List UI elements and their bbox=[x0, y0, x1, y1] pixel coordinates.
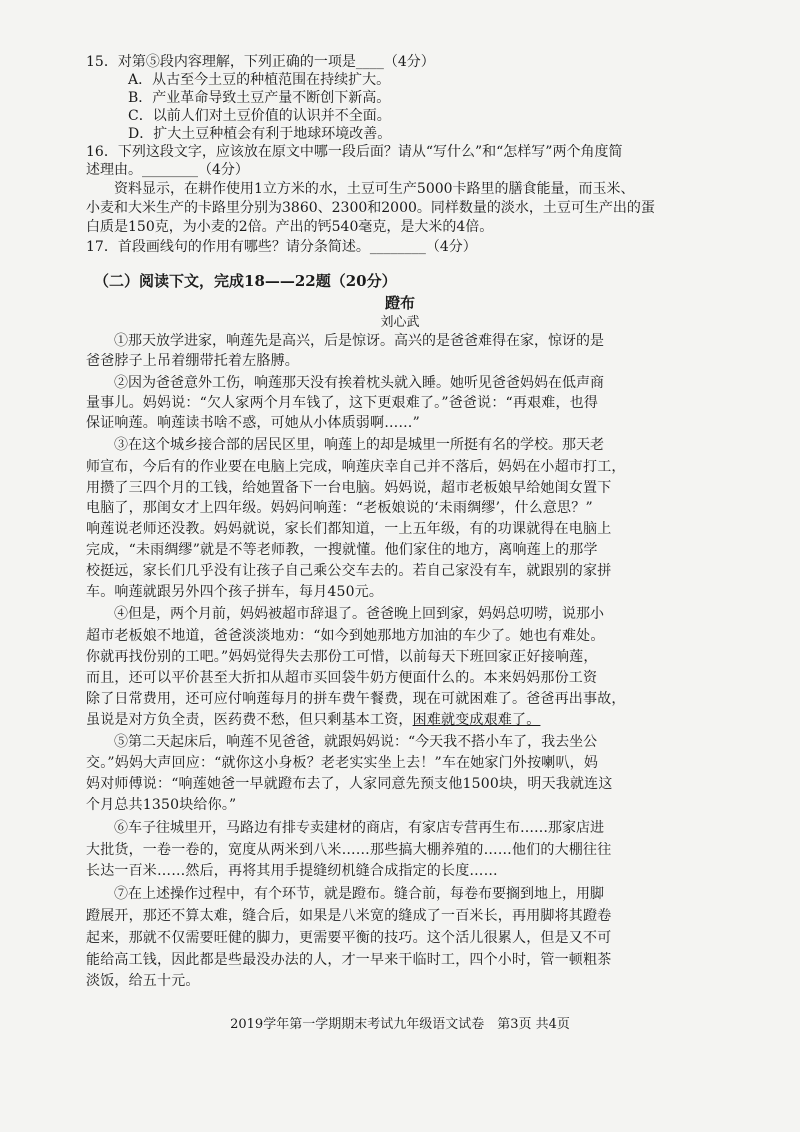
q15-option-c: C．以前人们对土豆价值的认识并不全面。 bbox=[128, 108, 391, 124]
q15-option-d: D．扩大土豆种植会有利于地球环境改善。 bbox=[128, 126, 392, 142]
paragraph-line: 能给高工钱，因此都是些最没办法的人，才一早来干临时工，四个小时，管一顿粗茶 bbox=[86, 952, 612, 968]
q16-quote-line-1: 资料显示，在耕作使用1立方米的水，土豆可生产5000卡路里的膳食能量，而玉米、 bbox=[114, 181, 635, 197]
q15-option-a: A．从古至今土豆的种植范围在持续扩大。 bbox=[128, 72, 391, 88]
paragraph-text: 虽说是对方负全责，医药费不愁，但只剩基本工资， bbox=[86, 712, 413, 728]
article-author: 刘心武 bbox=[380, 315, 420, 330]
paragraph-line: 长达一百米……然后，再将其用手提缝纫机缝合成指定的长度…… bbox=[86, 863, 498, 879]
paragraph-line: ⑥车子往城里开，马路边有排专卖建材的商店，有家店专营再生布……那家店进 bbox=[114, 820, 604, 836]
paragraph-line: 起来，那就不仅需要旺健的脚力，更需要平衡的技巧。这个活儿很累人，但是又不可 bbox=[86, 930, 612, 946]
paragraph-line: ⑦在上述操作过程中，有个环节，就是蹬布。缝合前，每卷布要搁到地上，用脚 bbox=[114, 886, 604, 902]
paragraph-line: 个月总共1350块给你。” bbox=[86, 797, 237, 813]
paragraph-line: ④但是，两个月前，妈妈被超市辞退了。爸爸晚上回到家，妈妈总叨唠，说那小 bbox=[114, 606, 604, 622]
paragraph-line: 爸爸脖子上吊着绷带托着左胳膊。 bbox=[86, 353, 299, 369]
paragraph-line: 除了日常费用，还可应付响莲每月的拼车费午餐费，现在可就困难了。爸爸再出事故， bbox=[86, 691, 626, 707]
paragraph-line: ①那天放学进家，响莲先是高兴，后是惊讶。高兴的是爸爸难得在家，惊讶的是 bbox=[114, 333, 604, 349]
paragraph-line: 响莲说老师还没教。妈妈就说，家长们都知道，一上五年级，有的功课就得在电脑上 bbox=[86, 521, 612, 537]
q15-option-b: B．产业革命导致土豆产量不断创下新高。 bbox=[128, 90, 391, 106]
paragraph-line: 保证响莲。响莲读书啥不惑，可她从小体质弱啊……” bbox=[86, 415, 420, 431]
q16-quote-line-3: 白质是150克，为小麦的2倍。产出的钙540毫克，是大米的4倍。 bbox=[86, 219, 494, 235]
q15-stem: 15．对第⑤段内容理解，下列正确的一项是____（4分） bbox=[86, 54, 435, 70]
q16-quote-line-2: 小麦和大米生产的卡路里分别为3860、2300和2000。同样数量的淡水，土豆可生产出的蛋 bbox=[86, 200, 655, 216]
paragraph-line: 师宣布，今后有的作业要在电脑上完成，响莲庆幸自己并不落后，妈妈在小超市打工， bbox=[86, 459, 626, 475]
paragraph-line: 你就再找份别的工吧。”妈妈觉得失去那份工可惜，以前每天下班回家正好接响莲， bbox=[86, 649, 598, 665]
paragraph-line: 交。”妈妈大声回应：“就你这小身板？老老实实坐上去！”车在她家门外按喇叭，妈 bbox=[86, 755, 599, 771]
section-heading: （二）阅读下文，完成18——22题（20分） bbox=[94, 272, 397, 290]
q17-stem: 17．首段画线句的作用有哪些？请分条简述。________（4分） bbox=[86, 239, 477, 255]
paragraph-line: 大批货，一卷一卷的，宽度从两米到八米……那些搞大棚养殖的……他们的大棚往往 bbox=[86, 842, 612, 858]
paragraph-line: 淡饭，给五十元。 bbox=[86, 973, 200, 989]
paragraph-line: 蹬展开，那还不算太难，缝合后，如果是八米宽的缝成了一百米长，再用脚将其蹬卷 bbox=[86, 908, 612, 924]
underlined-sentence: 困难就变成艰难了。 bbox=[412, 712, 541, 728]
paragraph-line: 而且，还可以平价甚至大折扣从超市买回袋牛奶方便面什么的。本来妈妈那份工资 bbox=[86, 670, 598, 686]
paragraph-line: 妈对师傅说：“响莲她爸一早就蹬布去了，人家同意先预支他1500块，明天我就连这 bbox=[86, 776, 613, 792]
paragraph-line: 用攒了三四个月的工钱，给她置备下一台电脑。妈妈说，超市老板娘早给她闺女置下 bbox=[86, 480, 612, 496]
q16-line-2: 述理由。________（4分） bbox=[86, 162, 249, 178]
paragraph-line: 超市老板娘不地道，爸爸淡淡地劝：“如今到她那地方加油的车少了。她也有难处。 bbox=[86, 628, 605, 644]
paragraph-line: 校挺远，家长们几乎没有让孩子自己乘公交车去的。若自己家没有车，就跟别的家拼 bbox=[86, 563, 612, 579]
page-footer: 2019学年第一学期期末考试九年级语文试卷 第3页 共4页 bbox=[230, 1017, 570, 1032]
paragraph-line: ③在这个城乡接合部的居民区里，响莲上的却是城里一所挺有名的学校。那天老 bbox=[114, 437, 604, 453]
paragraph-line: 车。响莲就跟另外四个孩子拼车，每月450元。 bbox=[86, 584, 384, 600]
article-title: 蹬布 bbox=[384, 294, 415, 312]
q16-line-1: 16．下列这段文字，应该放在原文中哪一段后面？请从“写什么”和“怎样写”两个角度简 bbox=[86, 144, 623, 160]
paragraph-line: 电脑了，那闺女才上四年级。妈妈问响莲：“老板娘说的‘未雨绸缪’，什么意思？” bbox=[86, 500, 593, 516]
paragraph-line: 量事儿。妈妈说：“欠人家两个月车钱了，这下更艰难了。”爸爸说：“再艰难，也得 bbox=[86, 395, 599, 411]
paragraph-line-with-underline bbox=[86, 711, 704, 729]
paragraph-line: ⑤第二天起床后，响莲不见爸爸，就跟妈妈说：“今天我不搭小车了，我去坐公 bbox=[114, 734, 598, 750]
paragraph-line: 完成，“未雨绸缪”就是不等老师教，一搜就懂。他们家住的地方，离响莲上的那学 bbox=[86, 542, 598, 558]
paragraph-line: ②因为爸爸意外工伤，响莲那天没有挨着枕头就入睡。她听见爸爸妈妈在低声商 bbox=[114, 375, 604, 391]
